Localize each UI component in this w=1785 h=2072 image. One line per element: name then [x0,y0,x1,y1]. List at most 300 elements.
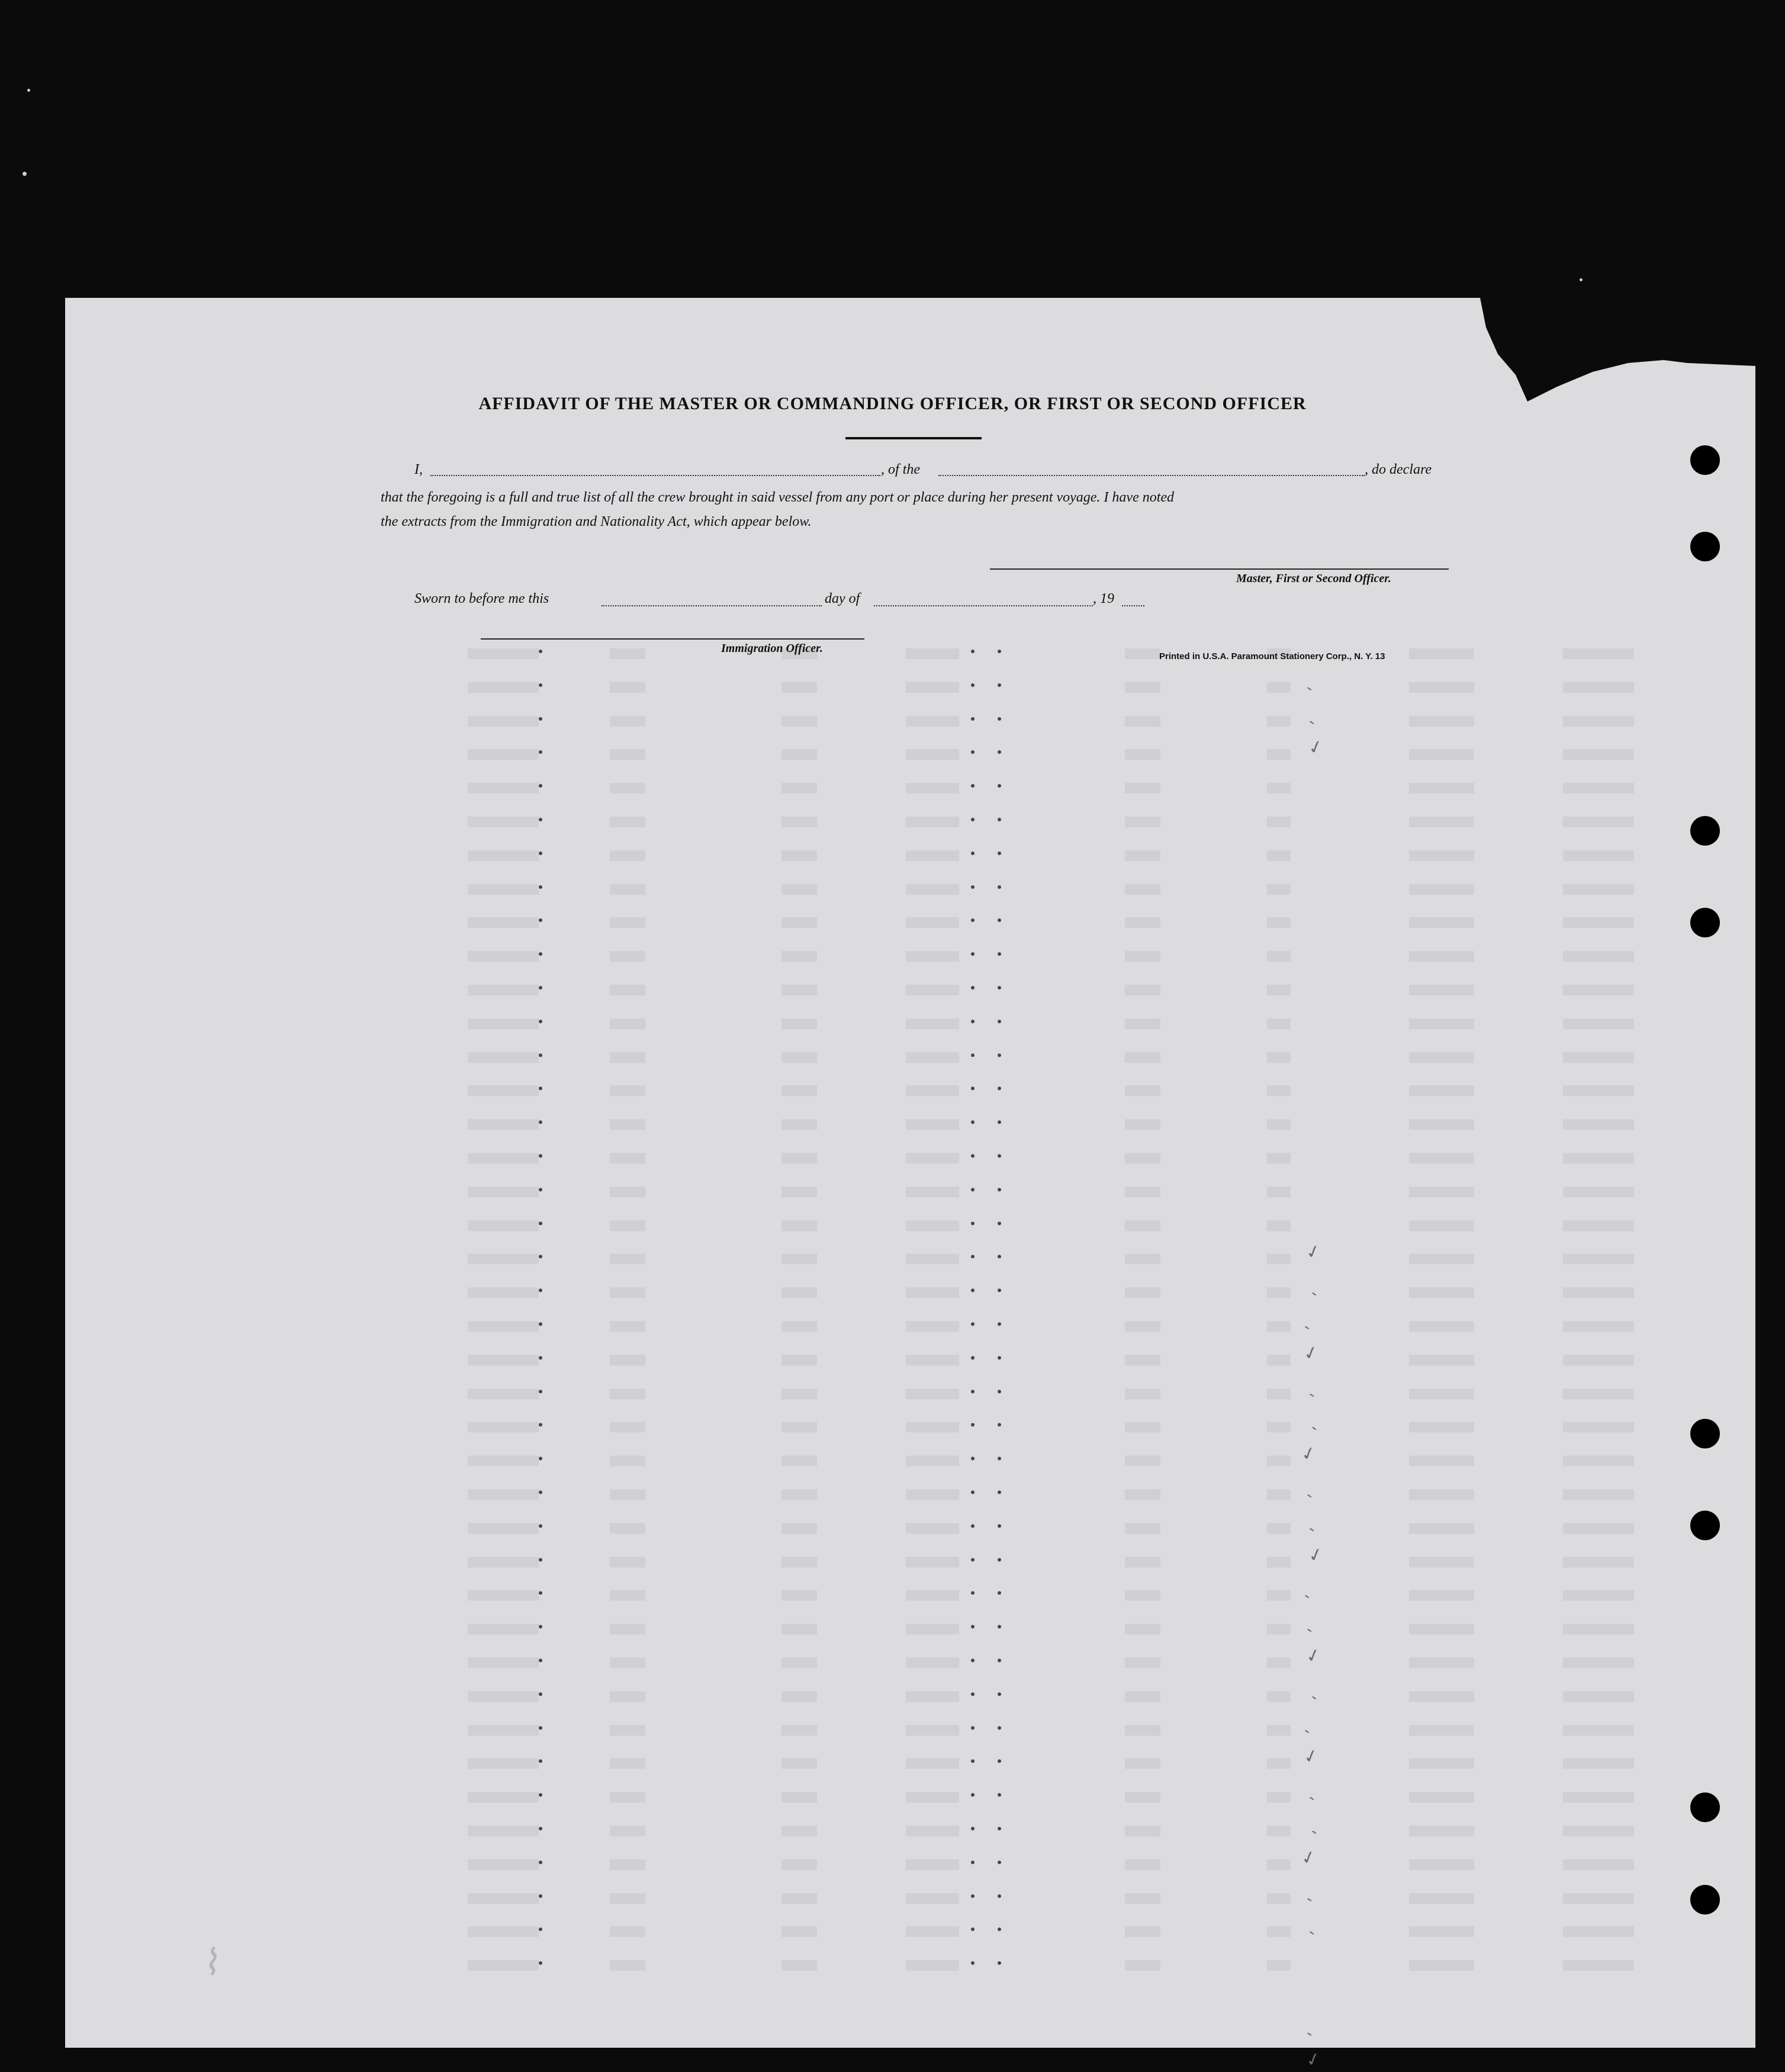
bleed-cell [781,1826,817,1836]
typed-dot [539,1961,542,1965]
typed-dot [971,683,974,687]
typed-dot [971,1894,974,1898]
bleed-cell [906,1287,959,1298]
bleed-cell [610,1321,645,1332]
bleed-cell [1409,783,1474,794]
bleed-cell [1409,1254,1474,1264]
typed-dot [998,1222,1001,1225]
bleed-cell [468,1590,539,1601]
check-tick: ✓ [1303,1240,1324,1264]
typed-dot [971,1659,974,1662]
bleed-cell [1267,749,1291,760]
bleed-cell [610,1489,645,1500]
bleed-cell [781,682,817,693]
punch-hole [1690,445,1720,475]
check-tick: ˎ [1303,1913,1318,1936]
check-tick: ˎ [1303,703,1318,726]
typed-dot [998,1322,1001,1326]
typed-dot [971,1861,974,1864]
bleed-cell [610,1422,645,1432]
bleed-cell [781,1960,817,1971]
bleed-cell [906,682,959,693]
sworn-year: , 19 [1093,591,1114,606]
typed-dot [539,818,542,821]
declaration-line-2: that the foregoing is a full and true list of all the crew brought in said vessel from any port or place during her present voyage. I have noted [381,490,1175,505]
bleed-cell [781,951,817,962]
bleed-row [0,1080,1785,1103]
bleed-cell [468,1321,539,1332]
bleed-cell [1125,1590,1160,1601]
declarant-name-field[interactable] [430,475,880,476]
typed-dot [971,1322,974,1326]
bleed-cell [1267,1254,1291,1264]
bleed-cell [1409,682,1474,693]
typed-dot [539,1827,542,1830]
bleed-cell [1125,1893,1160,1904]
bleed-cell [468,1422,539,1432]
check-tick: ˎ [1301,669,1316,692]
bleed-row [0,1315,1785,1339]
bleed-cell [906,850,959,861]
typed-dot [998,1356,1001,1360]
bleed-cell [610,1254,645,1264]
typed-dot [971,1759,974,1763]
bleed-cell [781,1725,817,1736]
bleed-cell [906,817,959,827]
bleed-cell [906,951,959,962]
typed-dot [971,1423,974,1427]
bleed-cell [1409,1590,1474,1601]
bleed-cell [906,1220,959,1231]
bleed-cell [1267,1758,1291,1769]
bleed-cell [1409,1355,1474,1366]
check-tick: ˎ [1305,1409,1320,1432]
bleed-cell [1409,1523,1474,1534]
bleed-cell [610,1052,645,1063]
typed-dot [998,717,1001,721]
typed-dot [998,952,1001,956]
bleed-cell [468,850,539,861]
bleed-cell [468,682,539,693]
bleed-cell [1563,749,1634,760]
bleed-cell [781,1624,817,1634]
bleed-cell [906,1422,959,1432]
typed-dot [539,1356,542,1360]
bleed-cell [468,1019,539,1029]
bleed-cell [1267,1691,1291,1702]
bleed-row [0,676,1785,700]
check-tick: ˎ [1303,1779,1318,1802]
bleed-cell [1125,1254,1160,1264]
bleed-cell [1267,1960,1291,1971]
bleed-cell [781,1389,817,1399]
bleed-row [0,1349,1785,1373]
bleed-cell [1125,1153,1160,1164]
bleed-cell [468,1355,539,1366]
bleed-cell [781,1254,817,1264]
bleed-cell [610,1456,645,1466]
bleed-cell [1125,1052,1160,1063]
bleed-cell [468,1153,539,1164]
bleed-cell [1125,1557,1160,1567]
bleed-cell [1267,682,1291,693]
bleed-row [0,811,1785,834]
bleed-row [0,1383,1785,1406]
typed-dot [971,1692,974,1696]
bleed-cell [610,1725,645,1736]
typed-dot [539,750,542,754]
bleed-cell [906,1893,959,1904]
bleed-row [0,1652,1785,1675]
bleed-cell [1267,1456,1291,1466]
check-tick: ˎ [1298,1712,1313,1735]
bleed-cell [1409,1489,1474,1500]
typed-dot [539,683,542,687]
bleed-cell [1125,1792,1160,1803]
bleed-cell [1563,1254,1634,1264]
check-tick: ✓ [1298,1846,1319,1870]
bleed-cell [1409,917,1474,928]
bleed-cell [1563,1859,1634,1870]
bleed-cell [468,1254,539,1264]
bleed-row [0,1920,1785,1944]
typed-dot [971,1591,974,1595]
bleed-cell [1409,1624,1474,1634]
check-tick: ˎ [1305,1678,1320,1701]
typed-dot [971,1558,974,1562]
bleed-cell [906,1523,959,1534]
bleed-cell [610,917,645,928]
bleed-cell [781,1489,817,1500]
bleed-cell [610,682,645,693]
check-tick: ˎ [1305,1813,1320,1836]
typed-dot [971,986,974,990]
bleed-cell [906,917,959,928]
bleed-cell [468,1287,539,1298]
typed-dot [971,1255,974,1258]
bleed-cell [1409,1725,1474,1736]
typed-dot [971,750,974,754]
bleed-cell [610,1557,645,1567]
bleed-cell [1125,749,1160,760]
typed-dot [998,1020,1001,1023]
check-tick: ˎ [1301,1476,1316,1499]
bleed-cell [1125,951,1160,962]
typed-dot [539,1289,542,1292]
bleed-row [0,643,1785,666]
bleed-cell [781,749,817,760]
bleed-cell [906,1792,959,1803]
typed-dot [998,1591,1001,1595]
bleed-cell [1409,1119,1474,1130]
typed-dot [998,750,1001,754]
punch-hole [1690,908,1720,937]
bleed-row [0,878,1785,902]
officer-signature-line[interactable] [990,568,1449,570]
check-tick: ˎ [1298,1577,1313,1600]
bleed-cell [1267,1792,1291,1803]
bleed-cell [906,1590,959,1601]
bleed-cell [1563,1624,1634,1634]
bleed-cell [1267,1422,1291,1432]
bleed-cell [468,648,539,659]
bleed-cell [1563,716,1634,727]
immigration-signature-line[interactable] [481,638,864,640]
bleed-cell [1409,817,1474,827]
typed-dot [539,1120,542,1124]
bleed-cell [906,1355,959,1366]
bleed-cell [1125,1624,1160,1634]
declare-label: , do declare [1365,462,1432,477]
bleed-row [0,1281,1785,1305]
bleed-cell [468,1657,539,1668]
typed-dot [971,1524,974,1528]
bleed-cell [781,1926,817,1937]
bleed-cell [1267,1019,1291,1029]
bleed-cell [781,1220,817,1231]
typed-dot [971,1390,974,1393]
bleed-cell [1563,1758,1634,1769]
bleed-cell [781,1321,817,1332]
bleed-cell [610,1859,645,1870]
bleed-cell [906,749,959,760]
bleed-cell [1409,1187,1474,1197]
bleed-row [0,1719,1785,1743]
bleed-row [0,1450,1785,1473]
bleed-cell [781,850,817,861]
typed-dot [539,717,542,721]
bleed-cell [781,1085,817,1096]
bleed-cell [610,1187,645,1197]
bleed-cell [1563,1926,1634,1937]
bleed-cell [468,1119,539,1130]
sworn-date-field[interactable] [602,605,822,606]
typed-dot [998,1793,1001,1797]
bleed-cell [781,1758,817,1769]
typed-dot [998,1053,1001,1057]
bleed-row [0,1517,1785,1541]
bleed-cell [610,1523,645,1534]
typed-dot [998,1457,1001,1460]
bleed-cell [1409,1153,1474,1164]
bleed-cell [906,648,959,659]
typed-dot [539,650,542,653]
bleed-cell [1563,783,1634,794]
bleed-cell [1563,884,1634,895]
bleed-cell [1125,1389,1160,1399]
typed-dot [971,1356,974,1360]
bleed-cell [906,1557,959,1567]
typed-dot [539,1457,542,1460]
typed-dot [998,1961,1001,1965]
bleed-cell [1267,1893,1291,1904]
bleed-cell [1563,817,1634,827]
bleed-cell [1563,648,1634,659]
bleed-cell [468,716,539,727]
bleed-cell [1563,1792,1634,1803]
bleed-row [0,710,1785,734]
bleed-cell [1563,1960,1634,1971]
bleed-cell [906,1826,959,1836]
typed-dot [539,852,542,855]
bleed-cell [1125,1758,1160,1769]
bleed-cell [1563,985,1634,995]
check-tick: ✓ [1303,2048,1324,2072]
bleed-cell [1267,1557,1291,1567]
bleed-cell [1563,1657,1634,1668]
typed-dot [539,784,542,788]
bleed-cell [1267,884,1291,895]
sworn-year-field[interactable] [1122,605,1144,606]
bleed-cell [781,1355,817,1366]
bleed-cell [781,716,817,727]
bleed-cell [1409,1422,1474,1432]
bleed-cell [1267,1321,1291,1332]
bleed-cell [1409,1052,1474,1063]
check-tick: ✓ [1303,1644,1324,1668]
bleed-row [0,945,1785,969]
typed-dot [998,852,1001,855]
typed-dot [971,717,974,721]
typed-dot [971,852,974,855]
bleed-cell [781,1119,817,1130]
check-tick: ✓ [1301,1745,1321,1769]
typed-dot [998,918,1001,922]
bleed-cell [1267,951,1291,962]
bleed-cell [781,1792,817,1803]
bleed-cell [1267,1590,1291,1601]
bleed-cell [906,1254,959,1264]
bleed-row [0,911,1785,935]
bleed-cell [1267,1287,1291,1298]
typed-dot [971,650,974,653]
bleed-cell [468,783,539,794]
typed-dot [971,1222,974,1225]
bleed-cell [781,1590,817,1601]
bleed-cell [1563,1725,1634,1736]
bleed-cell [1563,1422,1634,1432]
typed-dot [539,1861,542,1864]
bleed-row [0,1685,1785,1709]
typed-dot [971,1154,974,1158]
check-tick: ˎ [1303,1510,1318,1533]
typed-dot [998,1490,1001,1494]
bleed-cell [906,1758,959,1769]
bleed-cell [1125,1657,1160,1668]
bleed-cell [1267,1187,1291,1197]
bleed-cell [1125,850,1160,861]
typed-dot [971,1961,974,1965]
bleed-cell [610,1893,645,1904]
typed-dot [998,1726,1001,1730]
bleed-cell [906,1321,959,1332]
bleed-row [0,1248,1785,1271]
typed-dot [971,1120,974,1124]
typed-dot [998,1087,1001,1090]
bleed-cell [1125,1456,1160,1466]
bleed-row [0,1416,1785,1440]
bleed-cell [1563,1691,1634,1702]
title-underline [845,437,982,439]
bleed-cell [1409,1926,1474,1937]
check-tick: ˎ [1298,1308,1313,1331]
bleed-cell [1125,1355,1160,1366]
check-tick: ✓ [1305,1543,1326,1567]
check-tick: ✓ [1301,1341,1321,1366]
bleed-cell [1125,1287,1160,1298]
bleed-row [0,979,1785,1003]
bleed-cell [1267,783,1291,794]
typed-dot [998,1289,1001,1292]
bleed-cell [610,850,645,861]
bleed-cell [1409,716,1474,727]
bleed-cell [1125,682,1160,693]
bleed-cell [1125,985,1160,995]
bleed-cell [906,1187,959,1197]
bleed-cell [1125,1826,1160,1836]
typed-dot [998,1423,1001,1427]
bleed-cell [610,1960,645,1971]
bleed-row [0,1887,1785,1911]
bleed-cell [1267,1085,1291,1096]
typed-dot [539,1390,542,1393]
bleed-cell [610,1926,645,1937]
bleed-cell [468,1523,539,1534]
bleed-cell [610,951,645,962]
bleed-cell [1125,648,1160,659]
typed-dot [539,1423,542,1427]
typed-dot [998,1120,1001,1124]
bleed-cell [610,1657,645,1668]
bleed-cell [1409,1019,1474,1029]
bleed-cell [1563,1187,1634,1197]
bleed-cell [1267,1523,1291,1534]
bleed-cell [1563,1019,1634,1029]
sworn-month-field[interactable] [874,605,1093,606]
bleed-cell [610,884,645,895]
bleed-cell [1125,1926,1160,1937]
bleed-cell [610,1220,645,1231]
bleed-cell [468,1758,539,1769]
bleed-cell [1267,917,1291,928]
bleed-cell [1563,1321,1634,1332]
typed-dot [539,1692,542,1696]
bleed-cell [1409,1893,1474,1904]
typed-dot [971,1625,974,1628]
bleed-cell [610,749,645,760]
bleed-cell [906,1153,959,1164]
bleed-cell [1409,1287,1474,1298]
bleed-cell [1409,1321,1474,1332]
bleed-cell [1125,1019,1160,1029]
bleed-cell [1563,951,1634,962]
typed-dot [539,952,542,956]
vessel-name-field[interactable] [938,475,1365,476]
typed-dot [539,1087,542,1090]
bleed-cell [906,1489,959,1500]
bleed-cell [610,783,645,794]
bleed-cell [906,884,959,895]
bleed-cell [610,1624,645,1634]
bleed-cell [1409,1758,1474,1769]
check-tick: ✓ [1298,1442,1319,1466]
bleed-cell [1125,1187,1160,1197]
typed-dot [998,1894,1001,1898]
bleed-cell [781,1657,817,1668]
bleed-cell [610,1826,645,1836]
typed-dot [971,1020,974,1023]
bleed-row [0,1584,1785,1608]
